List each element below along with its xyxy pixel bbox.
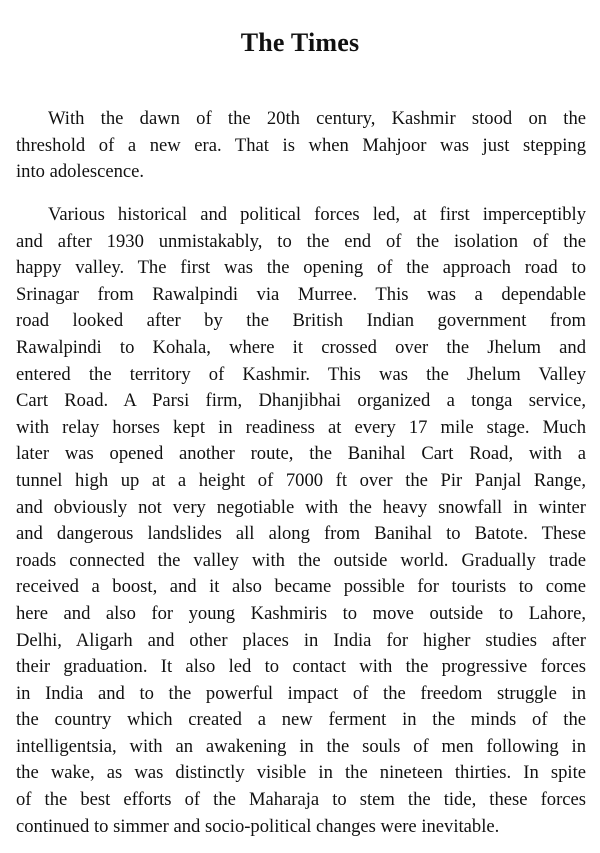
paragraph-2-line: of the best efforts of the Maharaja to stem the tide, these forces [16, 789, 586, 811]
paragraph-2-line: happy valley. The first was the opening of the approach road to [16, 257, 586, 279]
paragraph-2-line: intelligentsia, with an awakening in the souls of men following in [16, 735, 586, 757]
paragraph-2-line: Delhi, Aligarh and other places in India for higher studies after [16, 629, 586, 651]
paragraph-2-line: their graduation. It also led to contact with the progressive forces [16, 656, 586, 678]
paragraph-2-line: Rawalpindi to Kohala, where it crossed over the Jhelum and [16, 336, 586, 358]
paragraph-2-line: the country which created a new ferment in the minds of the [16, 709, 586, 731]
paragraph-2-line: and dangerous landslides all along from Banihal to Batote. These [16, 523, 586, 545]
paragraph-2-line: road looked after by the British Indian government from [16, 310, 586, 332]
paragraph-2-line: with relay horses kept in readiness at every 17 mile stage. Much [16, 416, 586, 438]
paragraph-1-line: With the dawn of the 20th century, Kashmir stood on the [48, 108, 586, 129]
paragraph-2-line: the wake, as was distinctly visible in the nineteen thirties. In spite [16, 762, 586, 784]
paragraph-2-line: roads connected the valley with the outside world. Gradually trade [16, 549, 586, 571]
paragraph-2-line: and after 1930 unmistakably, to the end of the isolation of the [16, 230, 586, 252]
paragraph-1 [16, 106, 586, 186]
paragraph-2-line: continued to simmer and socio-political changes were inevitable. [16, 815, 500, 837]
paragraph-2-line: Various historical and political forces led, at first imperceptibly [48, 204, 586, 225]
paragraph-2-line: received a boost, and it also became possible for tourists to come [16, 576, 586, 598]
paragraph-1-line: threshold of a new era. That is when Mahjoor was just stepping [16, 134, 586, 156]
page-title: The Times [240, 28, 360, 57]
paragraph-2-line: Srinagar from Rawalpindi via Murree. This was a dependable [16, 283, 586, 305]
paragraph-2-line: tunnel high up at a height of 7000 ft over the Pir Panjal Range, [16, 469, 586, 491]
paragraph-2-line: here and also for young Kashmiris to move outside to Lahore, [16, 602, 586, 624]
paragraph-2-line: Cart Road. A Parsi firm, Dhanjibhai organized a tonga service, [16, 390, 586, 412]
paragraph-2-line: entered the territory of Kashmir. This was the Jhelum Valley [16, 363, 586, 385]
paragraph-2-line: in India and to the powerful impact of the freedom struggle in [16, 682, 586, 704]
paragraph-2 [16, 202, 586, 840]
paragraph-1-line: into adolescence. [16, 161, 145, 183]
paragraph-2-line: and obviously not very negotiable with the heavy snowfall in winter [16, 496, 586, 518]
paragraph-2-line: later was opened another route, the Banihal Cart Road, with a [16, 443, 586, 465]
